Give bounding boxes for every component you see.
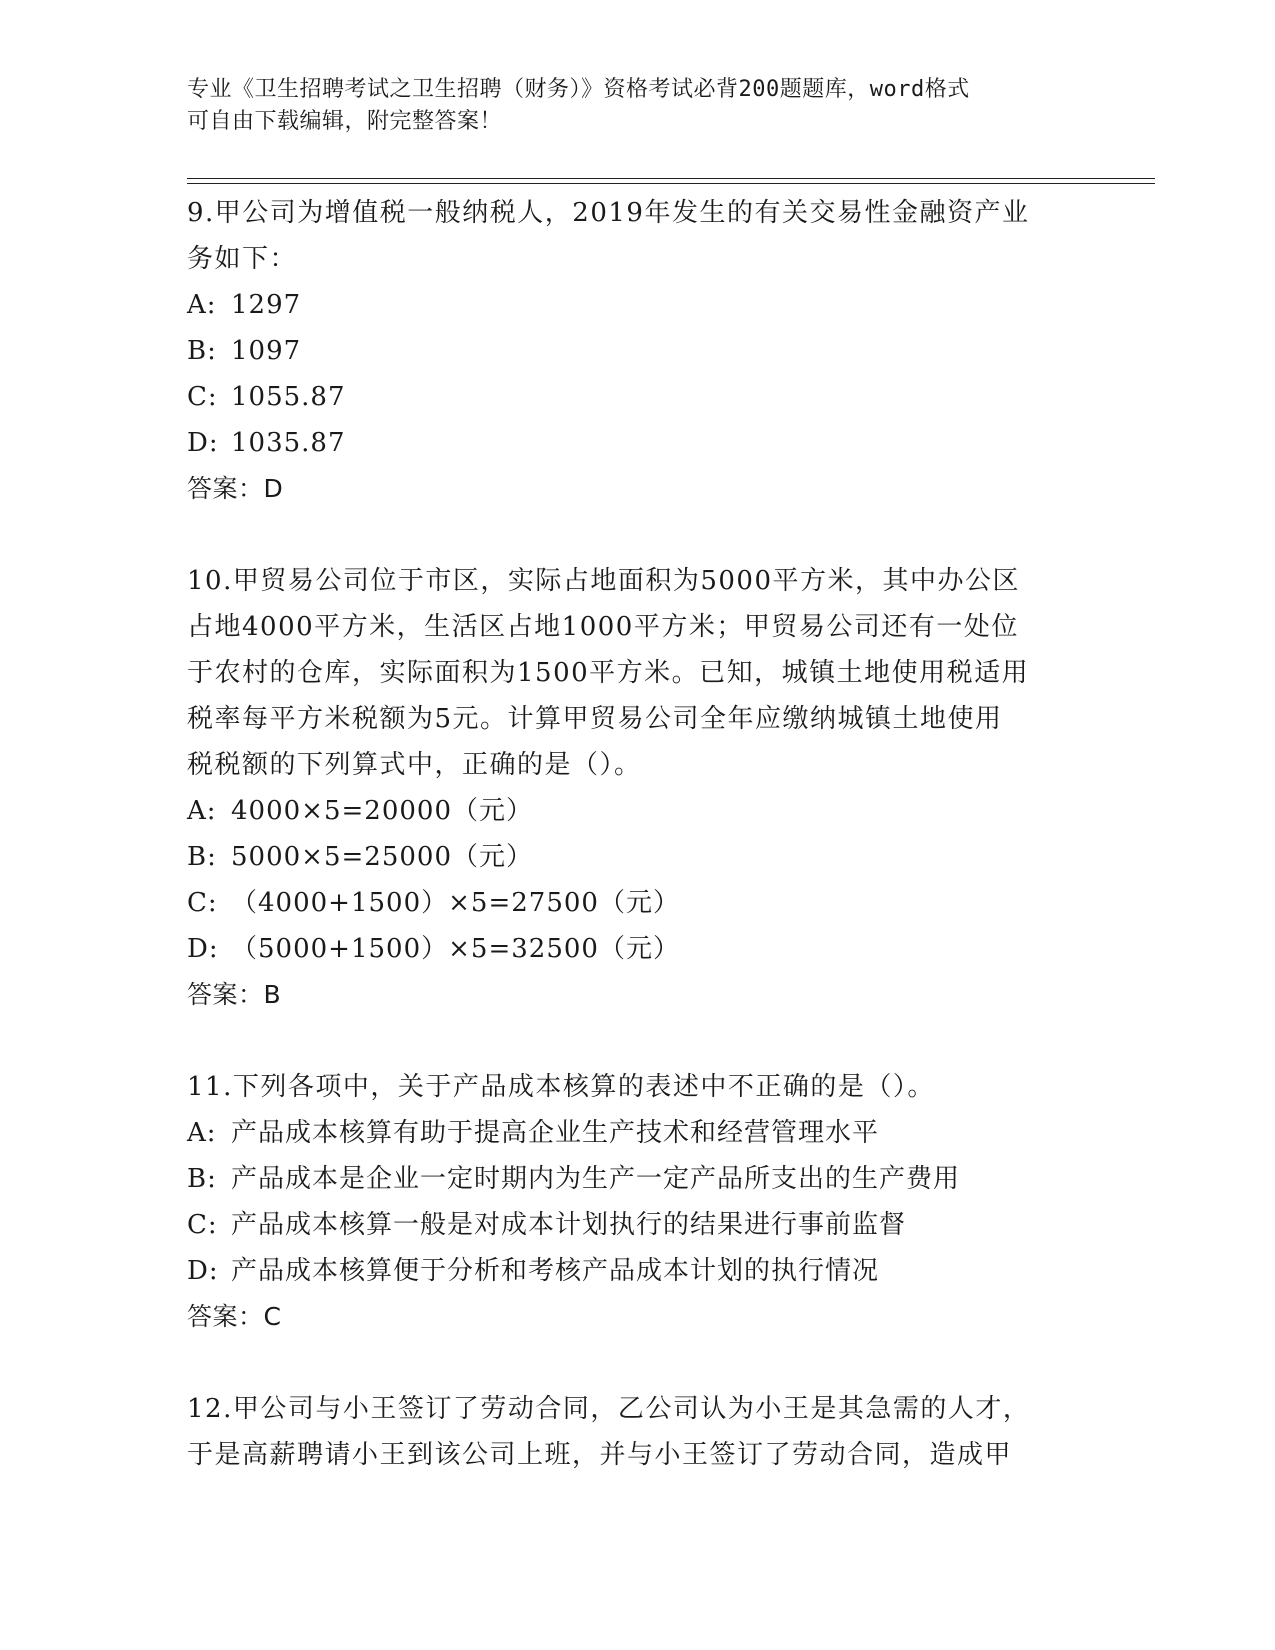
option-c <box>187 880 1087 926</box>
option-text: 产品成本核算有助于提高企业生产技术和经营管理水平 <box>231 1118 880 1148</box>
question-10 <box>187 558 1087 1064</box>
question-spacer <box>187 1018 1087 1064</box>
option-text: 1055.87 <box>231 382 346 412</box>
option-text: 1297 <box>231 290 302 320</box>
question-stem-line: 9.甲公司为增值税一般纳税人，2019年发生的有关交易性金融资产业 <box>187 198 1030 228</box>
option-label: B: <box>187 1164 217 1194</box>
header-divider-top <box>187 178 1155 179</box>
option-text: 1035.87 <box>231 428 346 458</box>
question-12 <box>187 1386 1087 1478</box>
question-stem-line: 务如下： <box>187 244 298 274</box>
question-stem-line: 占地4000平方米，生活区占地1000平方米；甲贸易公司还有一处位 <box>187 612 1019 642</box>
question-stem-line: 11.下列各项中，关于产品成本核算的表述中不正确的是（）。 <box>187 1072 935 1102</box>
option-label: B: <box>187 336 217 366</box>
option-c <box>187 374 1087 420</box>
option-a <box>187 282 1087 328</box>
option-label: D: <box>187 428 219 458</box>
option-label: D: <box>187 1256 219 1286</box>
header-line-2: 可自由下载编辑，附完整答案！ <box>187 109 503 134</box>
option-d <box>187 926 1087 972</box>
option-text: 5000×5=25000（元） <box>231 842 533 872</box>
answer-line: 答案：B <box>187 980 282 1009</box>
option-c <box>187 1202 1087 1248</box>
question-stem-line: 税率每平方米税额为5元。计算甲贸易公司全年应缴纳城镇土地使用 <box>187 704 1003 734</box>
option-b <box>187 328 1087 374</box>
answer-line: 答案：D <box>187 474 284 503</box>
header-divider-bottom <box>187 183 1155 184</box>
option-b <box>187 1156 1087 1202</box>
option-text: 产品成本核算便于分析和考核产品成本计划的执行情况 <box>231 1256 880 1286</box>
question-list <box>187 190 1087 1478</box>
question-spacer <box>187 1340 1087 1386</box>
question-stem-line: 税税额的下列算式中，正确的是（）。 <box>187 750 642 780</box>
option-text: 产品成本是企业一定时期内为生产一定产品所支出的生产费用 <box>231 1164 961 1194</box>
option-label: A: <box>187 290 217 320</box>
question-stem-line: 12.甲公司与小王签订了劳动合同，乙公司认为小王是其急需的人才， <box>187 1394 1031 1424</box>
option-text: （4000+1500）×5=27500（元） <box>231 888 680 918</box>
option-label: A: <box>187 1118 217 1148</box>
option-label: C: <box>187 1210 218 1240</box>
option-d <box>187 420 1087 466</box>
option-label: D: <box>187 934 219 964</box>
header-line-1: 专业《卫生招聘考试之卫生招聘（财务）》资格考试必背200题题库，word格式 <box>187 77 970 102</box>
question-spacer <box>187 512 1087 558</box>
option-text: 4000×5=20000（元） <box>231 796 533 826</box>
option-label: A: <box>187 796 217 826</box>
option-text: 1097 <box>231 336 302 366</box>
question-9 <box>187 190 1087 558</box>
option-a <box>187 788 1087 834</box>
option-label: C: <box>187 382 218 412</box>
option-a <box>187 1110 1087 1156</box>
answer-line: 答案：C <box>187 1302 282 1331</box>
option-d <box>187 1248 1087 1294</box>
option-text: （5000+1500）×5=32500（元） <box>231 934 680 964</box>
option-text: 产品成本核算一般是对成本计划执行的结果进行事前监督 <box>231 1210 907 1240</box>
question-stem-line: 于是高薪聘请小王到该公司上班，并与小王签订了劳动合同，造成甲 <box>187 1440 1013 1470</box>
document-header <box>187 74 1067 138</box>
option-label: B: <box>187 842 217 872</box>
option-label: C: <box>187 888 218 918</box>
question-stem-line: 10.甲贸易公司位于市区，实际占地面积为5000平方米，其中办公区 <box>187 566 1021 596</box>
option-b <box>187 834 1087 880</box>
question-stem-line: 于农村的仓库，实际面积为1500平方米。已知，城镇土地使用税适用 <box>187 658 1030 688</box>
question-11 <box>187 1064 1087 1386</box>
